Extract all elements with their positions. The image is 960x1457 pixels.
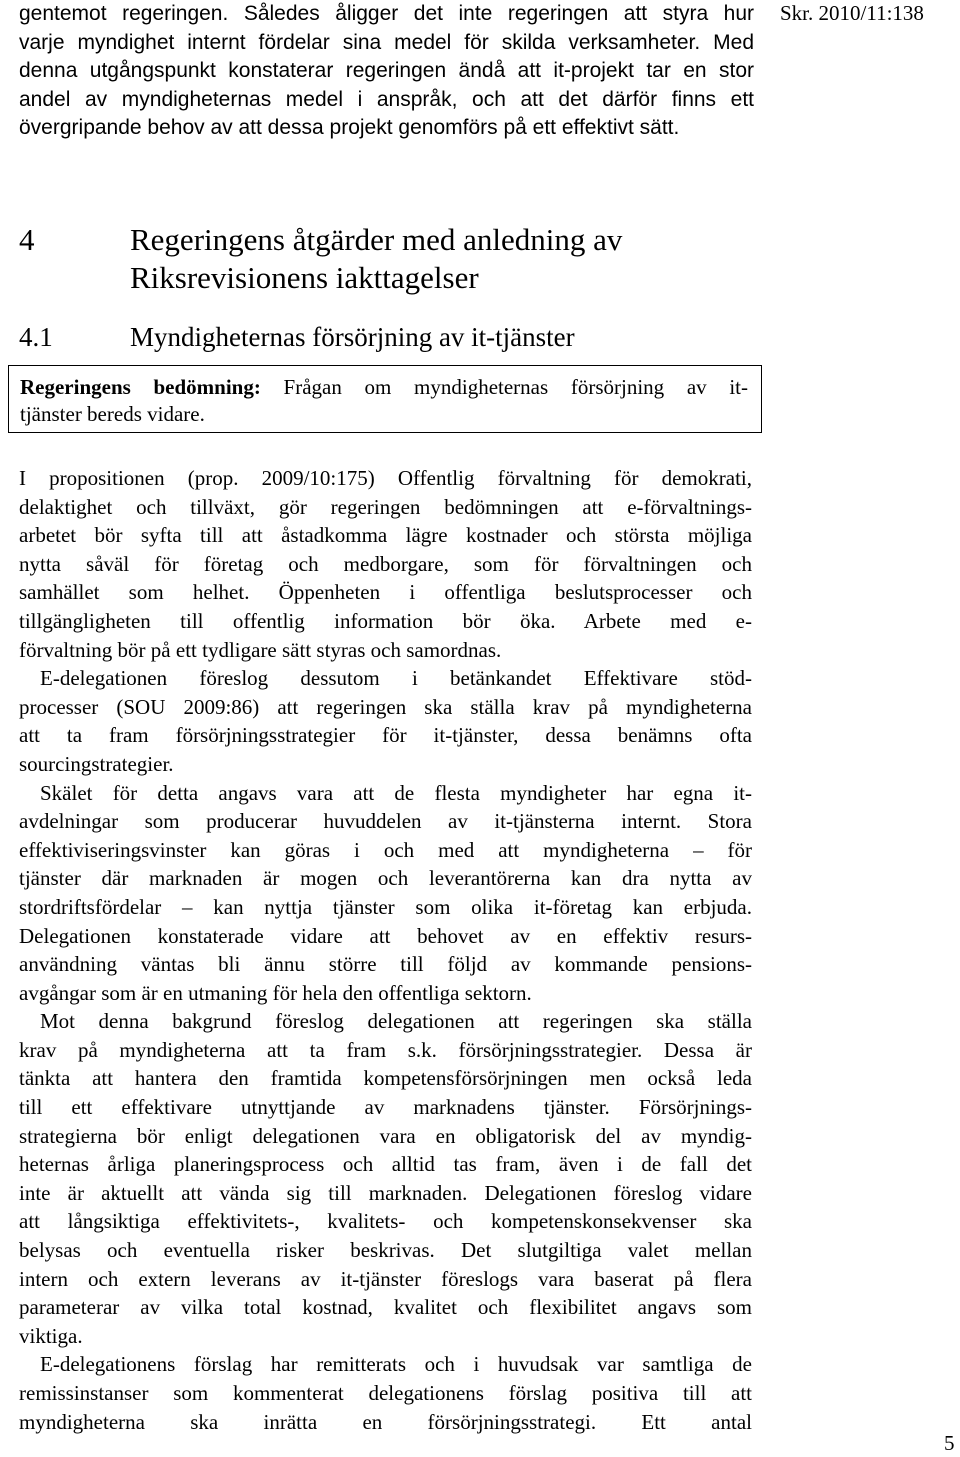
body-line: sourcingstrategier.	[19, 751, 174, 776]
body-line: parameterar av vilka total kostnad, kvalitet och flexibilitet angavs som	[19, 1295, 752, 1320]
body-line: remissinstanser som kommenterat delegationens förslag positiva till att	[19, 1381, 752, 1405]
intro-line: varje myndighet internt fördelar sina medel för skilda verksamheter. Med	[19, 30, 754, 54]
body-line: samhället som helhet. Öppenheten i offentliga beslutsprocesser och	[19, 580, 752, 605]
body-line: arbetet bör syfta till att åstadkomma lägre kostnader och största möjliga	[19, 523, 752, 548]
intro-line: gentemot regeringen. Således åligger det inte regeringen att styra hur	[19, 2, 754, 25]
body-line: att ta fram försörjningsstrategier för it-tjänster, dessa benämns ofta	[19, 723, 752, 748]
intro-line: denna utgångspunkt konstaterar regeringen ändå att it-projekt tar en stor	[19, 59, 754, 83]
body-line: delaktighet och tillväxt, gör regeringen bedömningen att e-förvaltnings-	[19, 494, 752, 519]
body-line: till ett effektivare utnyttjande av marknadens tjänster. Försörjnings-	[19, 1095, 752, 1120]
body-line: tjänster där marknaden är mogen och leverantörerna kan dra nytta av	[19, 866, 752, 891]
body-line: strategierna bör enligt delegationen vara en obligatorisk del av myndig-	[19, 1123, 752, 1148]
body-line: myndigheterna ska inrätta en försörjningsstrategi. Ett antal	[19, 1409, 752, 1434]
intro-paragraph	[19, 0, 754, 143]
body-line: avdelningar som producerar huvuddelen av it-tjänsterna internt. Stora	[19, 809, 752, 834]
assessment-text: Frågan om myndigheternas försörjning av it-	[260, 375, 748, 399]
body-line: tänkta att hantera den framtida kompetensförsörjningen men också leda	[19, 1066, 752, 1091]
body-line: Skälet för detta angavs vara att de flesta myndigheter har egna it-	[40, 780, 752, 805]
body-line: att långsiktiga effektivitets-, kvalitets- och kompetenskonsekvenser ska	[19, 1209, 752, 1234]
body-line: förvaltning bör på ett tydligare sätt styras och samordnas.	[19, 637, 502, 662]
assessment-line: tjänster bereds vidare.	[20, 402, 205, 426]
body-line: heternas årliga planeringsprocess och alltid tas fram, även i de fall det	[19, 1152, 752, 1177]
body-line: processer (SOU 2009:86) att regeringen ska ställa krav på myndigheterna	[19, 694, 752, 719]
body-line: krav på myndigheterna att ta fram s.k. försörjningsstrategier. Dessa är	[19, 1037, 752, 1062]
body-line: avgångar som är en utmaning för hela den offentliga sektorn.	[19, 980, 532, 1005]
body-line: Mot denna bakgrund föreslog delegationen att regeringen ska ställa	[40, 1009, 752, 1034]
intro-line: övergripande behov av att dessa projekt genomförs på ett effektivt sätt.	[19, 116, 680, 140]
assessment-label: Regeringens bedömning:	[20, 375, 261, 399]
assessment-box	[8, 365, 762, 433]
section-title-line: Regeringens åtgärder med anledning av	[130, 222, 623, 257]
page-number: 5	[944, 1431, 955, 1455]
body-line: användning väntas bli ännu större till följd av kommande pensions-	[19, 952, 752, 977]
body-line: E-delegationen föreslog dessutom i betänkandet Effektivare stöd-	[40, 666, 752, 691]
body-line: tillgängligheten till offentlig information bör öka. Arbete med e-	[19, 608, 752, 633]
body-line: I propositionen (prop. 2009/10:175) Offentlig förvaltning för demokrati,	[19, 466, 752, 490]
body-line: nytta såväl för företag och medborgare, som för förvaltningen och	[19, 551, 752, 576]
body-line: inte är aktuellt att vända sig till marknaden. Delegationen föreslog vidare	[19, 1180, 752, 1205]
body-line: effektiviseringsvinster kan göras i och med att myndigheterna – för	[19, 837, 752, 862]
body-line: Delegationen konstaterade vidare att behovet av en effektiv resurs-	[19, 923, 752, 948]
body-line: viktiga.	[19, 1323, 83, 1348]
section-title-line: Riksrevisionens iakttagelser	[130, 260, 479, 295]
section-number: 4	[19, 222, 35, 257]
subsection-title: Myndigheternas försörjning av it-tjänster	[130, 322, 575, 352]
body-text	[19, 464, 752, 1436]
intro-line: andel av myndigheternas medel i anspråk, och att det därför finns ett	[19, 87, 754, 111]
body-line: E-delegationens förslag har remitterats och i huvudsak var samtliga de	[40, 1352, 752, 1377]
subsection-number: 4.1	[19, 322, 53, 352]
assessment-line	[20, 374, 748, 401]
body-line: stordriftsfördelar – kan nyttja tjänster som olika it-företag kan erbjuda.	[19, 894, 752, 919]
body-line: belysas och eventuella risker beskrivas. Det slutgiltiga valet mellan	[19, 1238, 752, 1263]
body-line: intern och extern leverans av it-tjänster föreslogs vara baserat på flera	[19, 1266, 752, 1291]
document-reference: Skr. 2010/11:138	[780, 1, 924, 25]
